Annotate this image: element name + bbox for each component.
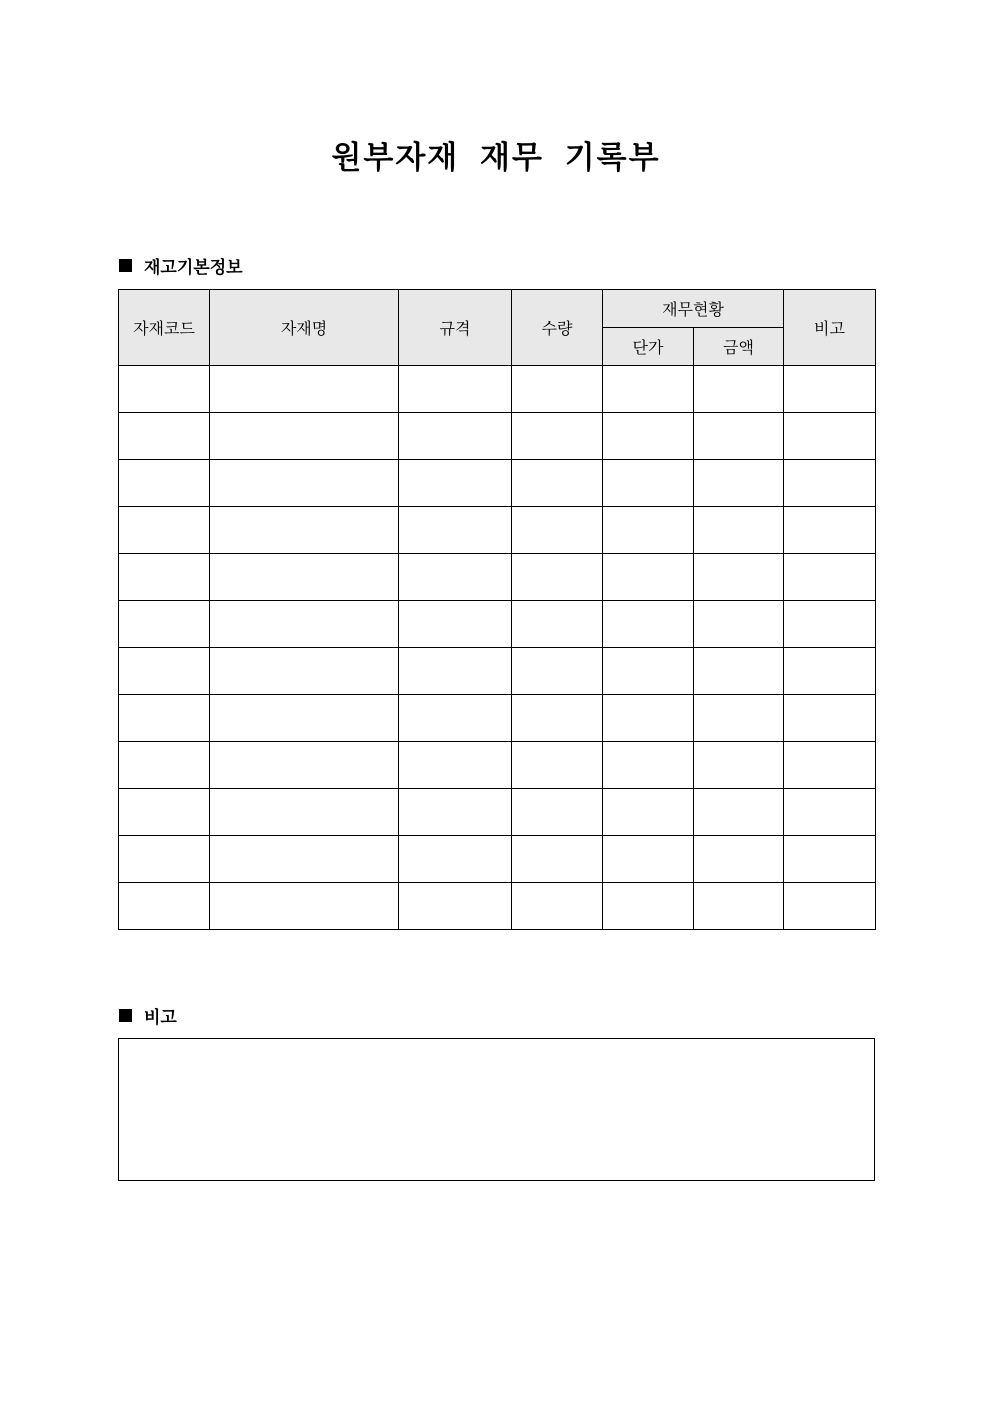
- table-cell-quantity[interactable]: [512, 507, 603, 554]
- table-cell-quantity[interactable]: [512, 413, 603, 460]
- table-cell-remarks[interactable]: [784, 507, 876, 554]
- table-row: [119, 460, 876, 507]
- table-cell-remarks[interactable]: [784, 836, 876, 883]
- table-cell-code[interactable]: [119, 554, 210, 601]
- notes-box[interactable]: [118, 1038, 875, 1181]
- table-cell-name[interactable]: [210, 883, 399, 930]
- table-cell-amount[interactable]: [694, 648, 784, 695]
- table-cell-code[interactable]: [119, 601, 210, 648]
- header-unit-price: 단가: [603, 328, 694, 366]
- table-cell-code[interactable]: [119, 789, 210, 836]
- table-cell-name[interactable]: [210, 601, 399, 648]
- table-cell-quantity[interactable]: [512, 695, 603, 742]
- table-cell-quantity[interactable]: [512, 460, 603, 507]
- table-cell-quantity[interactable]: [512, 601, 603, 648]
- table-cell-unit-price[interactable]: [603, 554, 694, 601]
- table-cell-spec[interactable]: [399, 413, 512, 460]
- table-cell-amount[interactable]: [694, 742, 784, 789]
- header-amount: 금액: [694, 328, 784, 366]
- table-cell-name[interactable]: [210, 789, 399, 836]
- table-cell-unit-price[interactable]: [603, 507, 694, 554]
- table-cell-unit-price[interactable]: [603, 460, 694, 507]
- header-quantity: 수량: [512, 290, 603, 366]
- table-cell-remarks[interactable]: [784, 366, 876, 413]
- table-cell-name[interactable]: [210, 460, 399, 507]
- table-row: [119, 413, 876, 460]
- table-cell-remarks[interactable]: [784, 883, 876, 930]
- table-cell-amount[interactable]: [694, 554, 784, 601]
- table-cell-amount[interactable]: [694, 789, 784, 836]
- table-cell-spec[interactable]: [399, 507, 512, 554]
- table-cell-remarks[interactable]: [784, 460, 876, 507]
- table-cell-code[interactable]: [119, 742, 210, 789]
- table-cell-name[interactable]: [210, 742, 399, 789]
- table-cell-amount[interactable]: [694, 883, 784, 930]
- table-cell-unit-price[interactable]: [603, 883, 694, 930]
- table-cell-spec[interactable]: [399, 836, 512, 883]
- table-cell-remarks[interactable]: [784, 695, 876, 742]
- table-cell-code[interactable]: [119, 695, 210, 742]
- table-row: [119, 883, 876, 930]
- table-cell-amount[interactable]: [694, 695, 784, 742]
- table-cell-unit-price[interactable]: [603, 648, 694, 695]
- table-row: [119, 507, 876, 554]
- table-row: [119, 366, 876, 413]
- table-cell-remarks[interactable]: [784, 413, 876, 460]
- inventory-table: [118, 289, 876, 930]
- inventory-section-label: 재고기본정보: [144, 258, 243, 278]
- table-cell-code[interactable]: [119, 413, 210, 460]
- table-cell-quantity[interactable]: [512, 836, 603, 883]
- table-cell-remarks[interactable]: [784, 742, 876, 789]
- inventory-table-body: [119, 366, 876, 930]
- notes-section-label: 비고: [144, 1008, 177, 1028]
- table-cell-amount[interactable]: [694, 460, 784, 507]
- table-row: [119, 789, 876, 836]
- table-cell-spec[interactable]: [399, 695, 512, 742]
- table-cell-quantity[interactable]: [512, 883, 603, 930]
- header-remarks: 비고: [784, 290, 876, 366]
- table-cell-spec[interactable]: [399, 648, 512, 695]
- square-bullet-icon: [119, 259, 132, 272]
- table-cell-spec[interactable]: [399, 742, 512, 789]
- table-cell-amount[interactable]: [694, 601, 784, 648]
- table-row: [119, 601, 876, 648]
- table-cell-spec[interactable]: [399, 460, 512, 507]
- table-cell-name[interactable]: [210, 507, 399, 554]
- table-cell-name[interactable]: [210, 413, 399, 460]
- table-cell-spec[interactable]: [399, 601, 512, 648]
- table-cell-name[interactable]: [210, 554, 399, 601]
- table-cell-unit-price[interactable]: [603, 695, 694, 742]
- table-cell-spec[interactable]: [399, 366, 512, 413]
- table-cell-code[interactable]: [119, 507, 210, 554]
- table-cell-remarks[interactable]: [784, 648, 876, 695]
- table-cell-quantity[interactable]: [512, 789, 603, 836]
- table-cell-unit-price[interactable]: [603, 789, 694, 836]
- header-material-name: 자재명: [210, 290, 399, 366]
- table-row: [119, 742, 876, 789]
- table-row: [119, 695, 876, 742]
- table-cell-spec[interactable]: [399, 789, 512, 836]
- header-spec: 규격: [399, 290, 512, 366]
- table-cell-name[interactable]: [210, 366, 399, 413]
- table-cell-remarks[interactable]: [784, 789, 876, 836]
- table-cell-remarks[interactable]: [784, 601, 876, 648]
- table-cell-code[interactable]: [119, 648, 210, 695]
- square-bullet-icon: [119, 1009, 132, 1022]
- header-material-code: 자재코드: [119, 290, 210, 366]
- table-cell-unit-price[interactable]: [603, 413, 694, 460]
- table-cell-name[interactable]: [210, 836, 399, 883]
- table-cell-code[interactable]: [119, 460, 210, 507]
- table-row: [119, 648, 876, 695]
- table-cell-unit-price[interactable]: [603, 366, 694, 413]
- header-finance-status: 재무현황: [603, 290, 784, 328]
- table-cell-unit-price[interactable]: [603, 836, 694, 883]
- table-cell-code[interactable]: [119, 883, 210, 930]
- table-cell-amount[interactable]: [694, 413, 784, 460]
- table-cell-remarks[interactable]: [784, 554, 876, 601]
- table-cell-quantity[interactable]: [512, 742, 603, 789]
- table-cell-code[interactable]: [119, 836, 210, 883]
- table-cell-amount[interactable]: [694, 366, 784, 413]
- document-title: 원부자재 재무 기록부: [331, 140, 661, 176]
- table-row: [119, 554, 876, 601]
- table-cell-code[interactable]: [119, 366, 210, 413]
- table-cell-name[interactable]: [210, 648, 399, 695]
- table-cell-quantity[interactable]: [512, 648, 603, 695]
- table-cell-spec[interactable]: [399, 883, 512, 930]
- table-cell-quantity[interactable]: [512, 554, 603, 601]
- table-cell-spec[interactable]: [399, 554, 512, 601]
- notes-section-heading: [119, 1003, 177, 1028]
- table-cell-name[interactable]: [210, 695, 399, 742]
- table-cell-quantity[interactable]: [512, 366, 603, 413]
- inventory-section-heading: [119, 253, 243, 278]
- table-cell-amount[interactable]: [694, 836, 784, 883]
- table-cell-unit-price[interactable]: [603, 742, 694, 789]
- table-cell-amount[interactable]: [694, 507, 784, 554]
- table-row: [119, 836, 876, 883]
- table-cell-unit-price[interactable]: [603, 601, 694, 648]
